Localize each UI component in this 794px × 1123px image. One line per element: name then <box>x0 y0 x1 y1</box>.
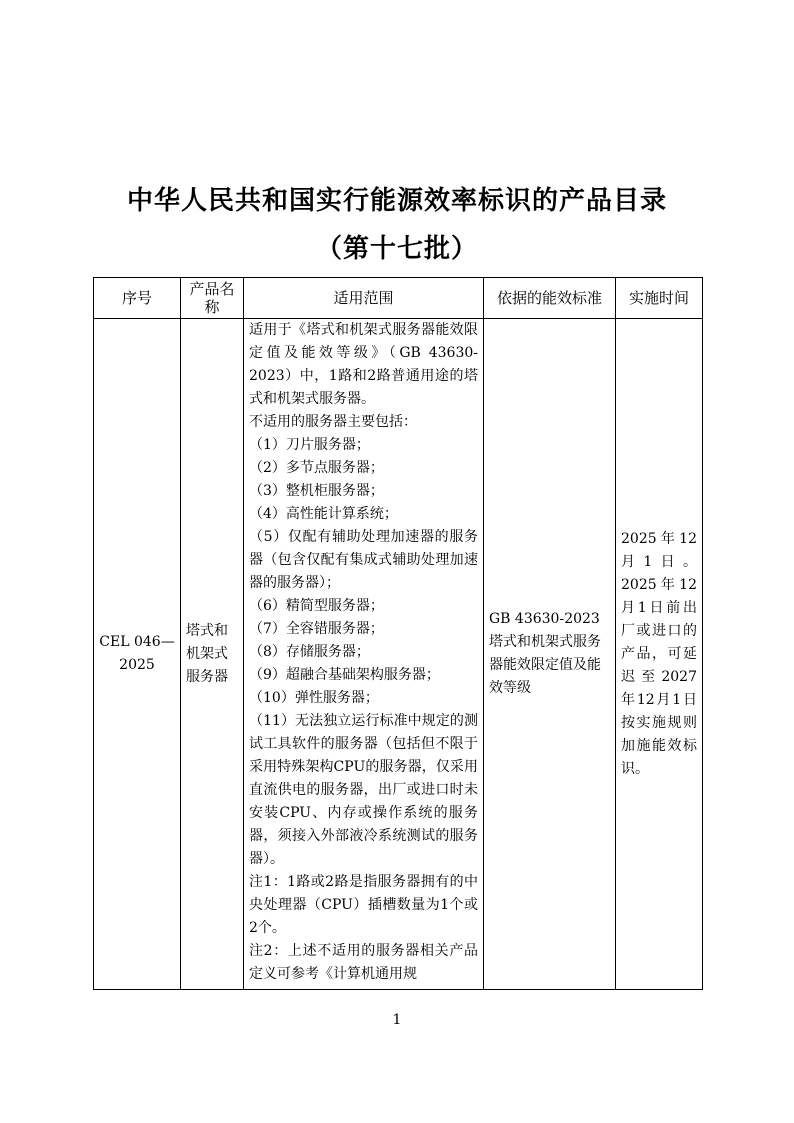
header-seq: 序号 <box>94 278 181 319</box>
scope-line: （5）仅配有辅助处理加速器的服务器（包含仅配有集成式辅助处理加速器的服务器）； <box>249 529 478 591</box>
scope-line: 适用于《塔式和机架式服务器能效限定值及能效等级》（GB 43630-2023）中，1路和2路普通用途的塔式和机架式服务器。 <box>249 322 478 407</box>
scope-line: （1）刀片服务器； <box>249 437 370 453</box>
scope-line: （3）整机柜服务器； <box>249 483 384 499</box>
header-implementation-date: 实施时间 <box>616 278 703 319</box>
scope-line: （9）超融合基础架构服务器； <box>249 667 440 683</box>
scope-line: （4）高性能计算系统； <box>249 506 398 522</box>
scope-line: 不适用的服务器主要包括： <box>249 414 417 430</box>
header-product-name: 产品名称 <box>181 278 244 319</box>
scope-line: （2）多节点服务器； <box>249 460 384 476</box>
cell-implementation-date: 2025年12月1日。2025年12月1日前出厂或进口的产品，可延迟至2027年12月1日按实施规则加施能效标识。 <box>616 319 703 990</box>
scope-line: 注1：1路或2路是指服务器拥有的中央处理器（CPU）插槽数量为1个或2个。 <box>249 874 478 936</box>
scope-line: （6）精简型服务器； <box>249 598 384 614</box>
scope-line: （10）弹性服务器； <box>249 690 379 706</box>
cell-seq: CEL 046—2025 <box>94 319 181 990</box>
scope-line: （8）存储服务器； <box>249 644 370 660</box>
product-catalog-table <box>93 277 703 990</box>
scope-line: （11）无法独立运行标准中规定的测试工具软件的服务器（包括但不限于采用特殊架构CPU的服务器，仅采用直流供电的服务器，出厂或进口时未安装CPU、内存或操作系统的服务器，须接入外部液冷系统测试的服务器）。 <box>249 713 478 867</box>
document-title: 中华人民共和国实行能源效率标识的产品目录 <box>126 186 667 216</box>
header-scope: 适用范围 <box>244 278 484 319</box>
header-standard: 依据的能效标准 <box>484 278 616 319</box>
page-number: 1 <box>392 1012 402 1028</box>
scope-line: （7）全容错服务器； <box>249 621 384 637</box>
scope-line: 注2：上述不适用的服务器相关产品定义可参考《计算机通用规 <box>249 943 478 982</box>
cell-product-name: 塔式和机架式服务器 <box>181 319 244 990</box>
cell-scope <box>244 319 484 990</box>
cell-standard: GB 43630-2023 塔式和机架式服务器能效限定值及能效等级 <box>484 319 616 990</box>
table-header-row <box>94 278 703 319</box>
table-row <box>94 319 703 990</box>
document-subtitle: （第十七批） <box>315 234 478 264</box>
